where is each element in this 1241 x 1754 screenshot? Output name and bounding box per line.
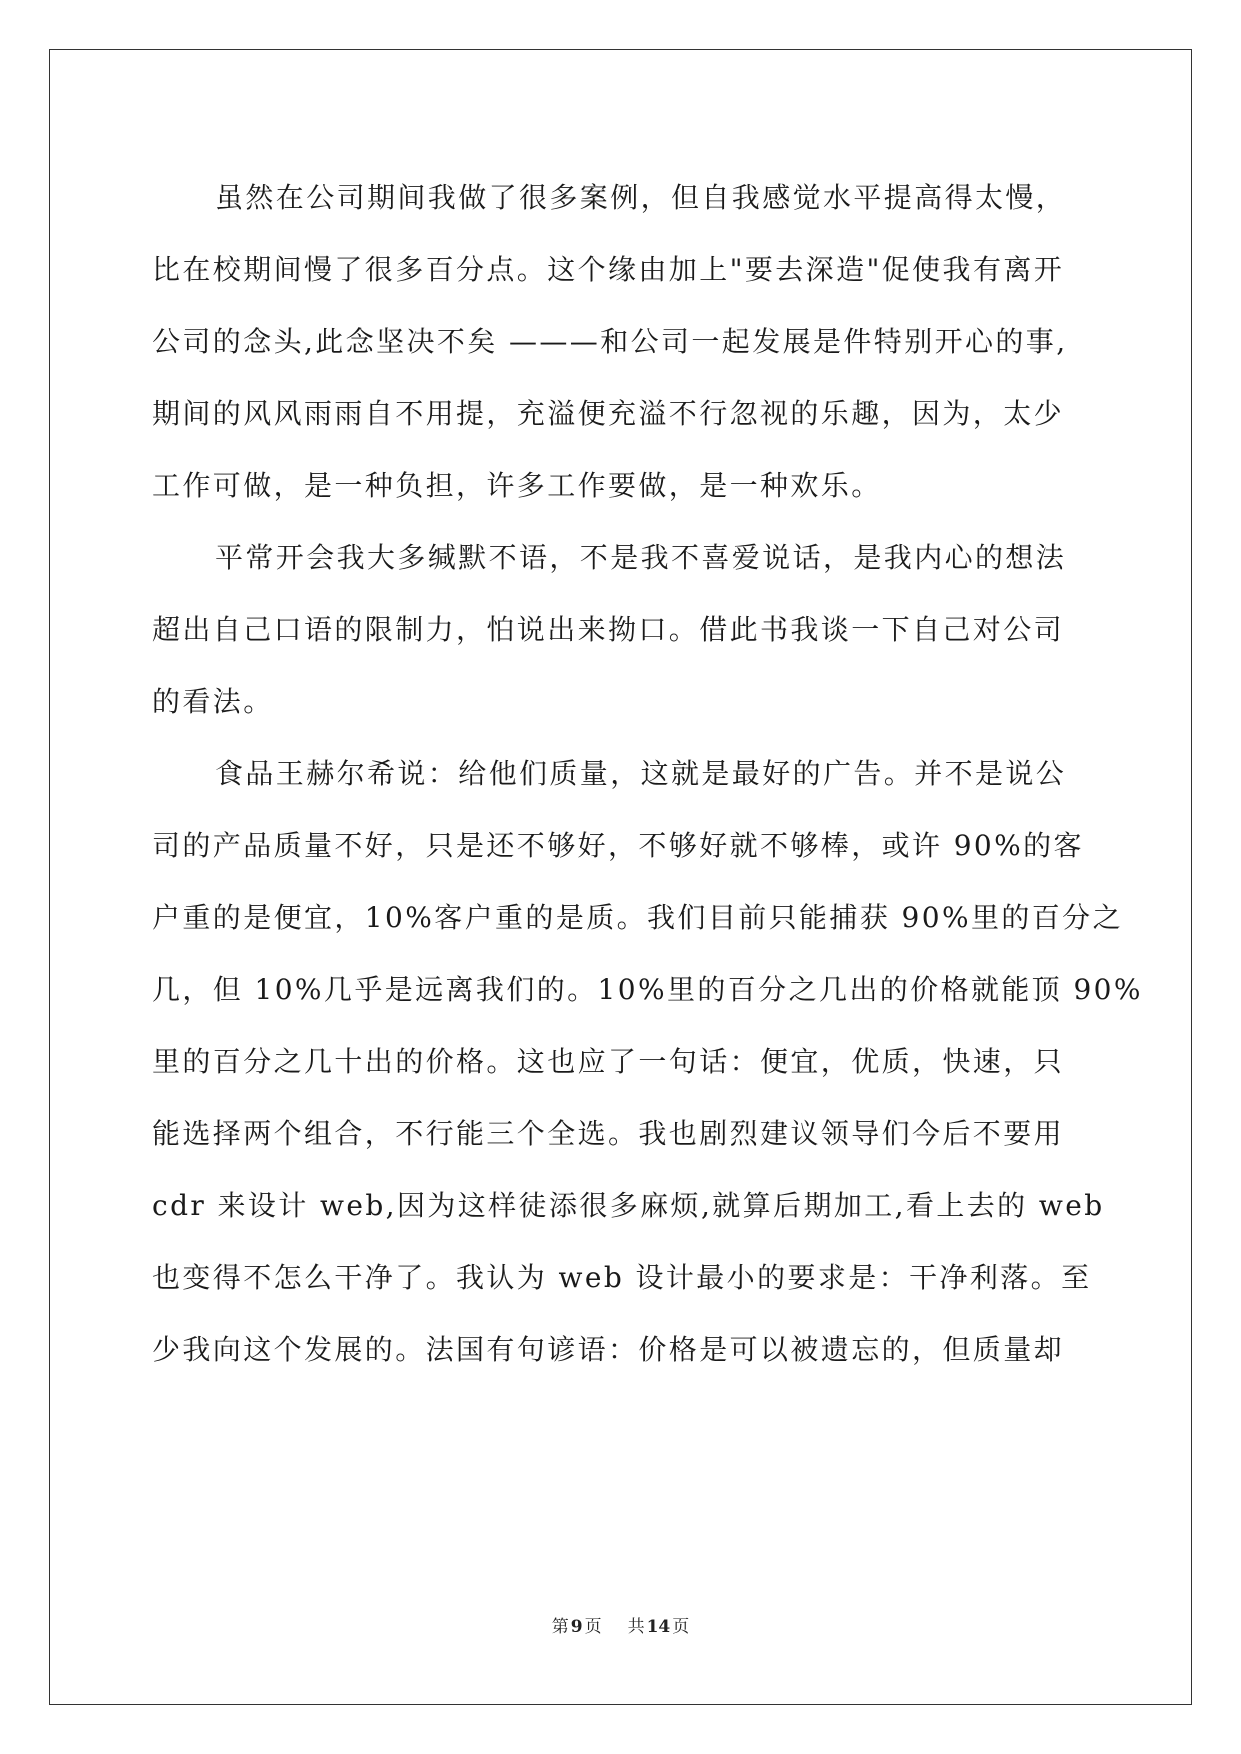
footer-page-number: 9: [570, 1617, 583, 1637]
footer-page-suffix: 页: [584, 1617, 602, 1637]
text-line: cdr 来设计 web,因为这样徒添很多麻烦,就算后期加工,看上去的 web: [152, 1189, 1105, 1222]
text-line: 期间的风风雨雨自不用提，充溢便充溢不行忽视的乐趣，因为，太少: [152, 397, 1065, 430]
footer-total-pages: 14: [646, 1617, 671, 1637]
text-line: 比在校期间慢了很多百分点。这个缘由加上"要去深造"促使我有离开: [152, 253, 1065, 286]
text-line: 几，但 10%几乎是远离我们的。10%里的百分之几出的价格就能顶 90%: [152, 973, 1143, 1006]
document-body: [152, 162, 1143, 1386]
text-line: 超出自己口语的限制力，怕说出来拗口。借此书我谈一下自己对公司: [152, 613, 1065, 646]
text-line: 的看法。: [152, 685, 274, 718]
text-line: 里的百分之几十出的价格。这也应了一句话：便宜，优质，快速，只: [152, 1045, 1065, 1078]
text-line: 少我向这个发展的。法国有句谚语：价格是可以被遗忘的，但质量却: [152, 1333, 1065, 1366]
text-line: 能选择两个组合，不行能三个全选。我也剧烈建议领导们今后不要用: [152, 1117, 1065, 1150]
text-line: 虽然在公司期间我做了很多案例，但自我感觉水平提高得太慢，: [215, 181, 1067, 214]
text-line: 工作可做，是一种负担，许多工作要做，是一种欢乐。: [152, 469, 882, 502]
page-footer: [0, 1612, 1241, 1637]
text-line: 户重的是便宜，10%客户重的是质。我们目前只能捕获 90%里的百分之: [152, 901, 1123, 934]
text-line: 平常开会我大多缄默不语，不是我不喜爱说话，是我内心的想法: [215, 541, 1067, 574]
text-line: 食品王赫尔希说：给他们质量，这就是最好的广告。并不是说公: [215, 757, 1067, 790]
footer-page-prefix: 第: [551, 1617, 569, 1637]
footer-total-suffix: 页: [672, 1617, 690, 1637]
text-line: 也变得不怎么干净了。我认为 web 设计最小的要求是：干净利落。至: [152, 1261, 1092, 1294]
text-line: 司的产品质量不好，只是还不够好，不够好就不够棒，或许 90%的客: [152, 829, 1084, 862]
text-line: 公司的念头,此念坚决不矣 ———和公司一起发展是件特别开心的事,: [152, 325, 1068, 358]
footer-total-prefix: 共: [627, 1617, 645, 1637]
